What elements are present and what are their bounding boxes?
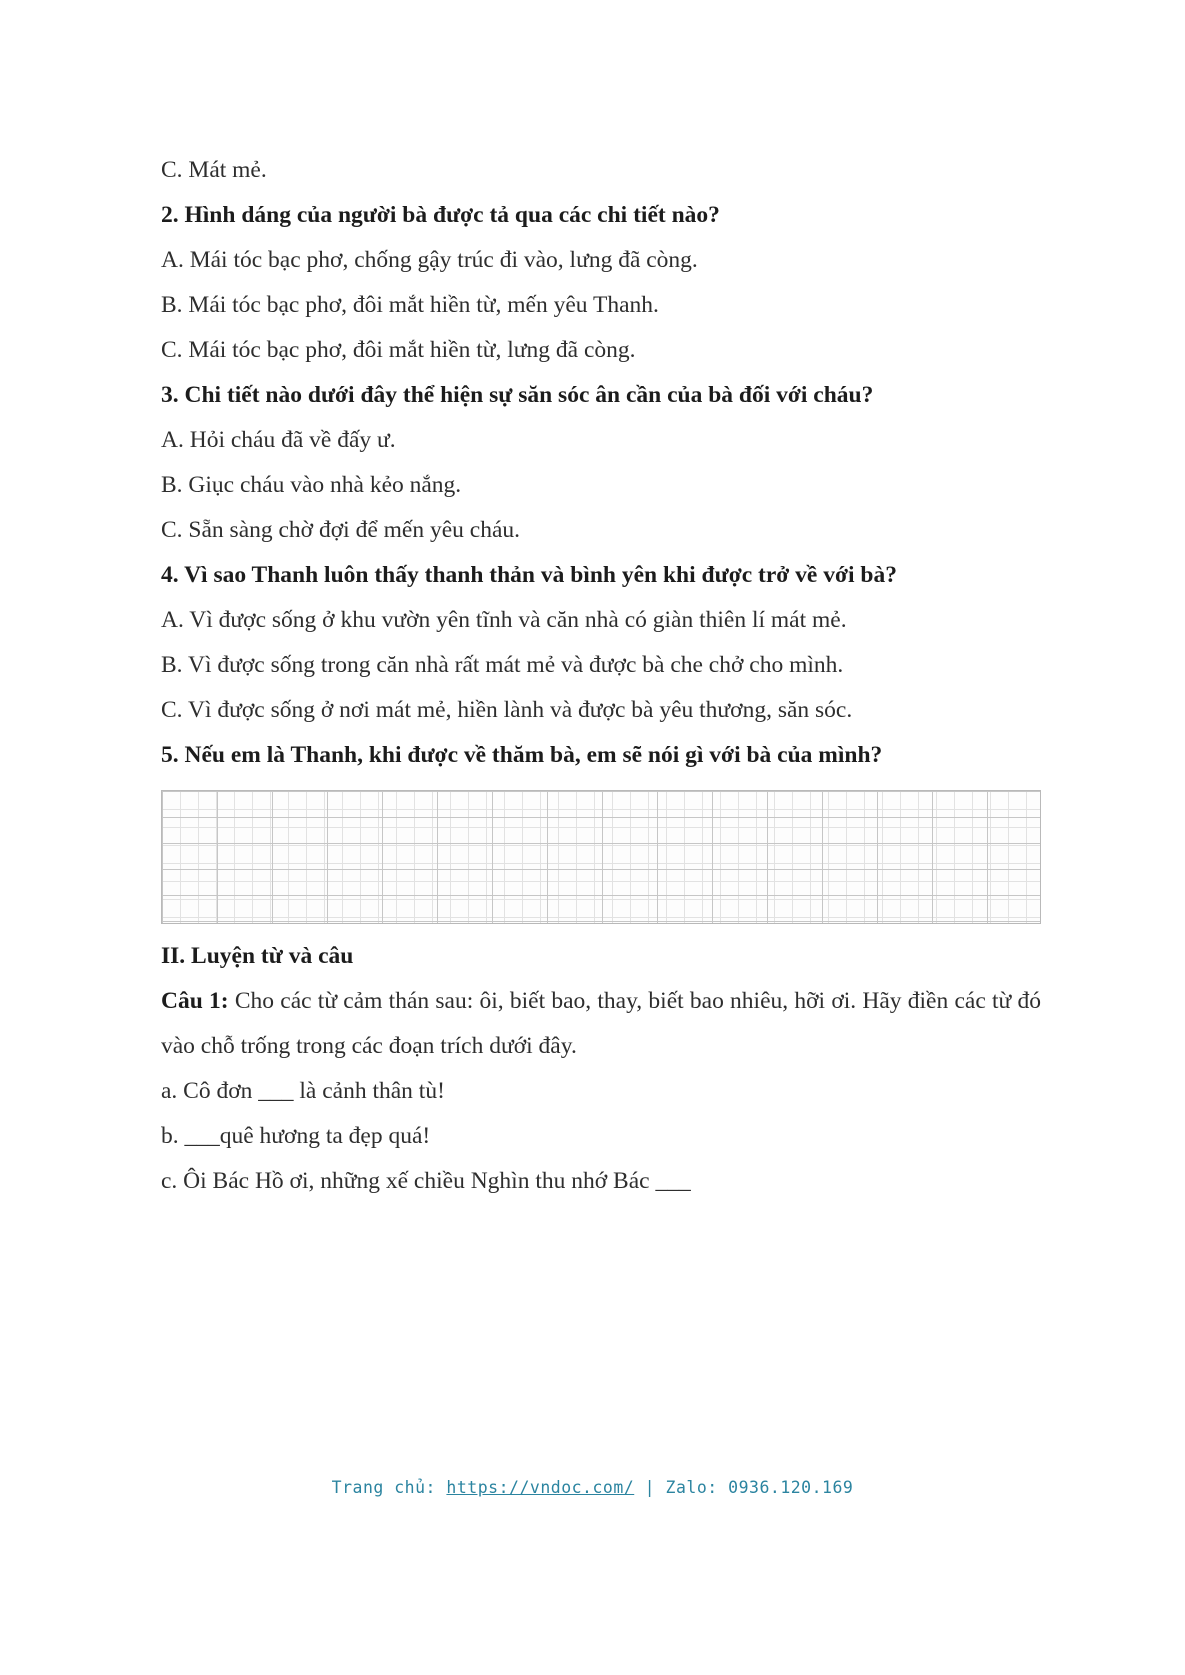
question-4: 4. Vì sao Thanh luôn thấy thanh thản và bình yên khi được trở về với bà? (161, 562, 897, 588)
q2-option-c: C. Mái tóc bạc phơ, đôi mắt hiền từ, lưng đã còng. (161, 337, 636, 363)
question-3: 3. Chi tiết nào dưới đây thể hiện sự săn sóc ân cần của bà đối với cháu? (161, 382, 874, 408)
q2-option-a: A. Mái tóc bạc phơ, chống gậy trúc đi vào, lưng đã còng. (161, 247, 698, 273)
prev-question-option-c: C. Mát mẻ. (161, 157, 267, 183)
q4-option-c: C. Vì được sống ở nơi mát mẻ, hiền lành và được bà yêu thương, săn sóc. (161, 697, 853, 723)
cau-1-text: Cho các từ cảm thán sau: ôi, biết bao, thay, biết bao nhiêu, hỡi ơi. Hãy điền các từ đó vào chỗ trống trong các đoạn trích dưới đây. (161, 988, 1042, 1059)
q4-option-b: B. Vì được sống trong căn nhà rất mát mẻ và được bà che chở cho mình. (161, 652, 844, 678)
cau-1-instruction (161, 979, 1041, 1069)
fill-blank-item-c: c. Ôi Bác Hồ ơi, những xế chiều Nghìn thu nhớ Bác ___ (161, 1168, 691, 1194)
q2-option-b: B. Mái tóc bạc phơ, đôi mắt hiền từ, mến yêu Thanh. (161, 292, 659, 318)
q3-option-a: A. Hỏi cháu đã về đấy ư. (161, 427, 396, 453)
footer-separator: | (644, 1478, 656, 1497)
footer-home-link[interactable]: https://vndoc.com/ (446, 1478, 635, 1497)
cau-1-label: Câu 1: (161, 988, 229, 1014)
q3-option-b: B. Giục cháu vào nhà kẻo nắng. (161, 472, 462, 498)
page-footer (0, 1478, 1185, 1497)
section-2-heading: II. Luyện từ và câu (161, 943, 354, 969)
fill-blank-item-b: b. ___quê hương ta đẹp quá! (161, 1123, 431, 1149)
fill-blank-item-a: a. Cô đơn ___ là cảnh thân tù! (161, 1078, 445, 1104)
q4-option-a: A. Vì được sống ở khu vườn yên tĩnh và căn nhà có giàn thiên lí mát mẻ. (161, 607, 847, 633)
question-2: 2. Hình dáng của người bà được tả qua các chi tiết nào? (161, 202, 720, 228)
footer-home-label: Trang chủ: (331, 1478, 436, 1497)
q3-option-c: C. Sẵn sàng chờ đợi để mến yêu cháu. (161, 517, 520, 543)
footer-zalo: Zalo: 0936.120.169 (665, 1478, 854, 1497)
worksheet-body (161, 148, 1041, 1204)
answer-writing-grid (161, 790, 1041, 924)
question-5: 5. Nếu em là Thanh, khi được về thăm bà, em sẽ nói gì với bà của mình? (161, 742, 883, 768)
